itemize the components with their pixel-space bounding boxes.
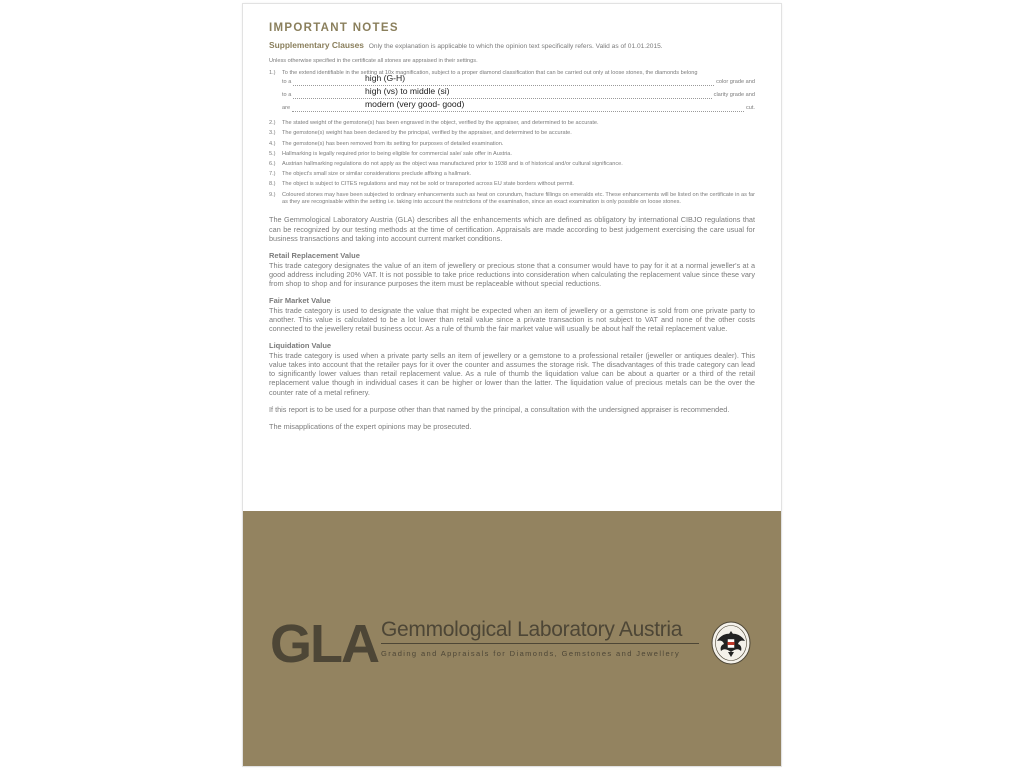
page-title: IMPORTANT NOTES xyxy=(269,22,399,34)
liquidation-text: This trade category is used when a private party sells an item of jewellery or a gemstone to a professional retailer (jeweller or antiques dealer). This value takes into account that the retailer pays for it over the counter and assumes the storage risk. The disadvantages of this trade category can lead to significantly lower values than retail replacement value. As a rule of thumb the liquidation value can be about a quarter or a third of the retail replacement value though in individual cases it can be higher or lower than the latter. The liquidation value of precious metals can be the over the counter rate of a metal refinery. xyxy=(269,350,755,397)
purpose-paragraph: If this report is to be used for a purpose other than that named by the principal, a consultation with the undersigned appraiser is recommended. xyxy=(269,404,730,414)
gla-enhancements-paragraph: The Gemmological Laboratory Austria (GLA) describes all the enhancements which are defined as obligatory by international CIBJO regulations that can be recognized by our testing methods at the time of certification. Appraisals are made according to best judgement exercising the care usual for business transactions and taking into account current market conditions. xyxy=(269,215,755,243)
supplementary-clauses xyxy=(269,40,755,50)
clause-list-continued xyxy=(269,120,755,206)
gla-logo: GLA xyxy=(270,614,378,674)
clause-text: Hallmarking is legally required prior to being eligible for commercial sale/ sale offer in Austria. xyxy=(282,150,512,157)
clause-text: The object is subject to CITES regulations and may not be sold or transported across EU state borders without permit. xyxy=(282,181,574,188)
clause-number: 8.) xyxy=(269,181,276,188)
cut-grade-entry: modern (very good- good) xyxy=(365,99,465,110)
clause-text: The object's small size or similar considerations preclude affixing a hallmark. xyxy=(282,171,472,178)
fair-market-heading: Fair Market Value xyxy=(269,296,331,306)
clause-number: 5.) xyxy=(269,150,276,157)
clause-text: The gemstone(s) has been removed from its setting for purposes of detailed examination. xyxy=(282,140,504,147)
misapplication-paragraph: The misapplications of the expert opinions may be prosecuted. xyxy=(269,421,472,431)
clause-1 xyxy=(269,70,755,77)
clause-text: Coloured stones may have been subjected to ordinary enhancements such as heat on corundum, fracture fillings on emeralds etc. These enhancements will be listed on the certificate in as far as they are recognisable within the setting i.e. taking into account the restrictions of the examination, since an exact examination is only possible on loose stones. xyxy=(282,191,755,206)
clause-2 xyxy=(269,120,755,127)
clause-8 xyxy=(269,181,755,188)
supplementary-heading: Supplementary Clauses xyxy=(269,40,364,50)
supplementary-text: Only the explanation is applicable to which the opinion text specifically refers. Valid as of 01.01.2015. xyxy=(368,43,663,50)
clarity-grade-line xyxy=(282,91,755,100)
footer-panel xyxy=(243,511,781,766)
clause-text: The stated weight of the gemstone(s) has been engraved in the object, verified by the appraiser, and determined to be accurate. xyxy=(282,120,599,127)
notes-content xyxy=(269,22,755,439)
retail-replacement-section xyxy=(269,251,755,288)
clause-text: Austrian hallmarking regulations do not apply as the object was manufactured prior to 1938 and is of historical and/or cultural significance. xyxy=(282,161,623,168)
clause-text: To the extend identifiable in the setting at 10x magnification, subject to a proper diamond classification that can be carried out only at loose stones, the diamonds belong xyxy=(282,69,698,76)
line-suffix: color grade and xyxy=(716,79,755,86)
unless-text: Unless otherwise specified in the certificate all stones are appraised in their settings. xyxy=(269,58,478,64)
retail-text: This trade category designates the value of an item of jewellery or precious stone that a consumer would have to pay for it at a normal jeweller's at a good address including 20% VAT. It is not possible to take price reductions into consideration when calculating the replacement value since these vary from shop to shop and for insurance purposes the item must be replaceable without special reductions. xyxy=(269,260,755,288)
liquidation-section xyxy=(269,341,755,397)
clause-number: 1.) xyxy=(269,69,276,76)
retail-heading: Retail Replacement Value xyxy=(269,251,360,261)
line-suffix: clarity grade and xyxy=(713,92,755,99)
fair-market-text: This trade category is used to designate the value that might be expected when an item of jewellery or a gemstone is sold from one private party to another. This value is calculated to be a lot lower than retail value since a private transaction is not subject to VAT and none of the other costs connected to the jewellery retail business occur. As a rule of thumb the fair market value will usually be about half the retail replacement value. xyxy=(269,305,755,334)
color-grade-entry: high (G-H) xyxy=(365,73,406,84)
clause-list xyxy=(269,70,755,77)
clause-number: 6.) xyxy=(269,161,276,168)
clause-number: 3.) xyxy=(269,130,276,137)
document-page xyxy=(243,4,781,766)
clause-number: 4.) xyxy=(269,140,276,147)
clause-number: 9.) xyxy=(269,191,276,198)
clause-number: 2.) xyxy=(269,120,276,127)
clause-7 xyxy=(269,171,755,178)
line-prefix: to a xyxy=(282,79,292,86)
clause-number: 7.) xyxy=(269,171,276,178)
diamond-grade-fields xyxy=(282,73,755,114)
line-suffix: cut. xyxy=(745,105,755,112)
clause-4 xyxy=(269,141,755,148)
company-name: Gemmological Laboratory Austria xyxy=(381,618,683,641)
dotted-line xyxy=(293,78,714,86)
clause-9 xyxy=(269,192,755,207)
fair-market-section xyxy=(269,296,755,333)
divider xyxy=(381,643,699,644)
clause-6 xyxy=(269,161,755,168)
liquidation-heading: Liquidation Value xyxy=(269,341,332,351)
dotted-line xyxy=(293,91,711,99)
austrian-eagle-seal-icon xyxy=(711,621,751,665)
company-tagline: Grading and Appraisals for Diamonds, Gemstones and Jewellery xyxy=(381,649,681,658)
line-prefix: to a xyxy=(282,92,292,99)
cut-grade-line xyxy=(282,104,755,113)
clause-3 xyxy=(269,130,755,137)
line-prefix: are xyxy=(282,105,291,112)
clarity-grade-entry: high (vs) to middle (si) xyxy=(365,86,450,97)
clause-5 xyxy=(269,151,755,158)
clause-text: The gemstone(s) weight has been declared by the principal, verified by the appraiser, and determined to be accurate. xyxy=(282,130,572,137)
dotted-line xyxy=(292,104,744,112)
color-grade-line xyxy=(282,78,755,87)
